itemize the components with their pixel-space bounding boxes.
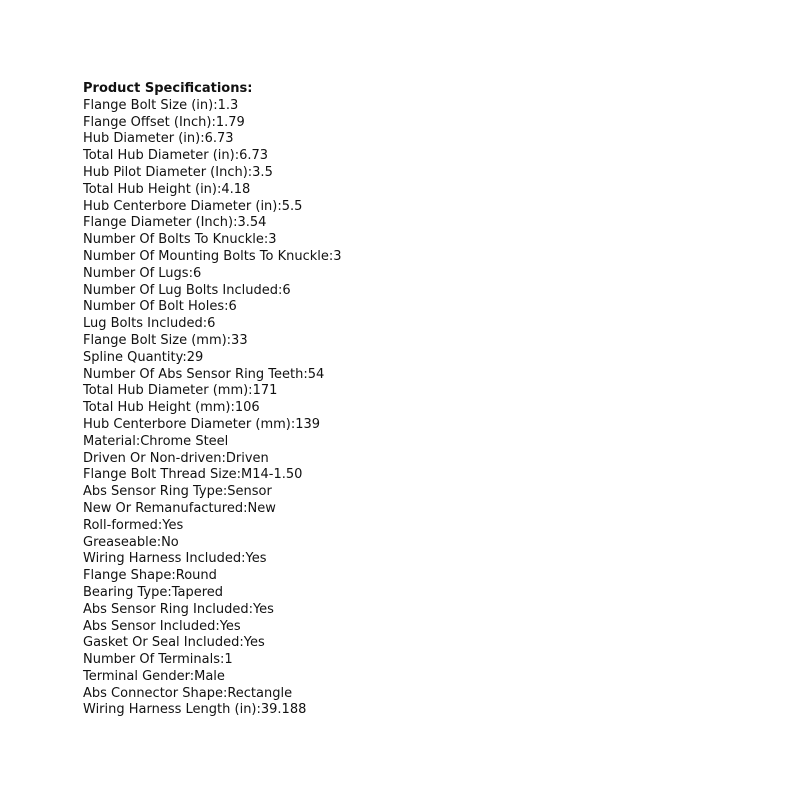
spec-total-hub-height-in: Total Hub Height (in):4.18 [83, 181, 251, 197]
spec-flange-bolt-size-in: Flange Bolt Size (in):1.3 [83, 97, 239, 113]
spec-mounting-bolts-to-knuckle: Number Of Mounting Bolts To Knuckle:3 [83, 248, 342, 264]
spec-hub-centerbore-diameter-in: Hub Centerbore Diameter (in):5.5 [83, 198, 303, 214]
spec-abs-ring-teeth: Number Of Abs Sensor Ring Teeth:54 [83, 366, 325, 382]
product-specifications [83, 81, 763, 719]
spec-spline-quantity: Spline Quantity:29 [83, 349, 204, 365]
spec-material: Material:Chrome Steel [83, 433, 229, 449]
spec-flange-bolt-thread-size: Flange Bolt Thread Size:M14-1.50 [83, 467, 303, 483]
spec-total-hub-height-mm: Total Hub Height (mm):106 [83, 400, 260, 416]
spec-number-of-terminals: Number Of Terminals:1 [83, 652, 233, 668]
spec-abs-sensor-included: Abs Sensor Included:Yes [83, 618, 241, 634]
spec-bearing-type: Bearing Type:Tapered [83, 584, 224, 600]
spec-total-hub-diameter-mm: Total Hub Diameter (mm):171 [83, 383, 278, 399]
spec-bolts-to-knuckle: Number Of Bolts To Knuckle:3 [83, 232, 277, 248]
spec-roll-formed: Roll-formed:Yes [83, 517, 184, 533]
spec-bolt-holes: Number Of Bolt Holes:6 [83, 299, 237, 315]
spec-greaseable: Greaseable:No [83, 534, 179, 550]
spec-hub-centerbore-diameter-mm: Hub Centerbore Diameter (mm):139 [83, 416, 321, 432]
spec-abs-sensor-ring-included: Abs Sensor Ring Included:Yes [83, 601, 274, 617]
spec-terminal-gender: Terminal Gender:Male [83, 668, 225, 684]
spec-number-of-lugs: Number Of Lugs:6 [83, 265, 202, 281]
spec-abs-connector-shape: Abs Connector Shape:Rectangle [83, 685, 293, 701]
spec-total-hub-diameter-in: Total Hub Diameter (in):6.73 [83, 148, 269, 164]
specification-list [83, 98, 763, 719]
spec-lug-bolts-included-count: Number Of Lug Bolts Included:6 [83, 282, 291, 298]
spec-new-or-remanufactured: New Or Remanufactured:New [83, 500, 276, 516]
spec-hub-pilot-diameter: Hub Pilot Diameter (Inch):3.5 [83, 164, 273, 180]
spec-lug-bolts-included: Lug Bolts Included:6 [83, 316, 216, 332]
spec-gasket-or-seal-included: Gasket Or Seal Included:Yes [83, 635, 265, 651]
spec-flange-shape: Flange Shape:Round [83, 568, 217, 584]
spec-wiring-harness-included: Wiring Harness Included:Yes [83, 551, 267, 567]
spec-hub-diameter: Hub Diameter (in):6.73 [83, 131, 234, 147]
spec-flange-diameter: Flange Diameter (Inch):3.54 [83, 215, 267, 231]
spec-abs-sensor-ring-type: Abs Sensor Ring Type:Sensor [83, 484, 272, 500]
specifications-heading: Product Specifications: [83, 81, 253, 96]
spec-driven: Driven Or Non-driven:Driven [83, 450, 269, 466]
spec-flange-bolt-size-mm: Flange Bolt Size (mm):33 [83, 332, 248, 348]
spec-flange-offset: Flange Offset (Inch):1.79 [83, 114, 245, 130]
spec-wiring-harness-length: Wiring Harness Length (in):39.188 [83, 702, 307, 718]
